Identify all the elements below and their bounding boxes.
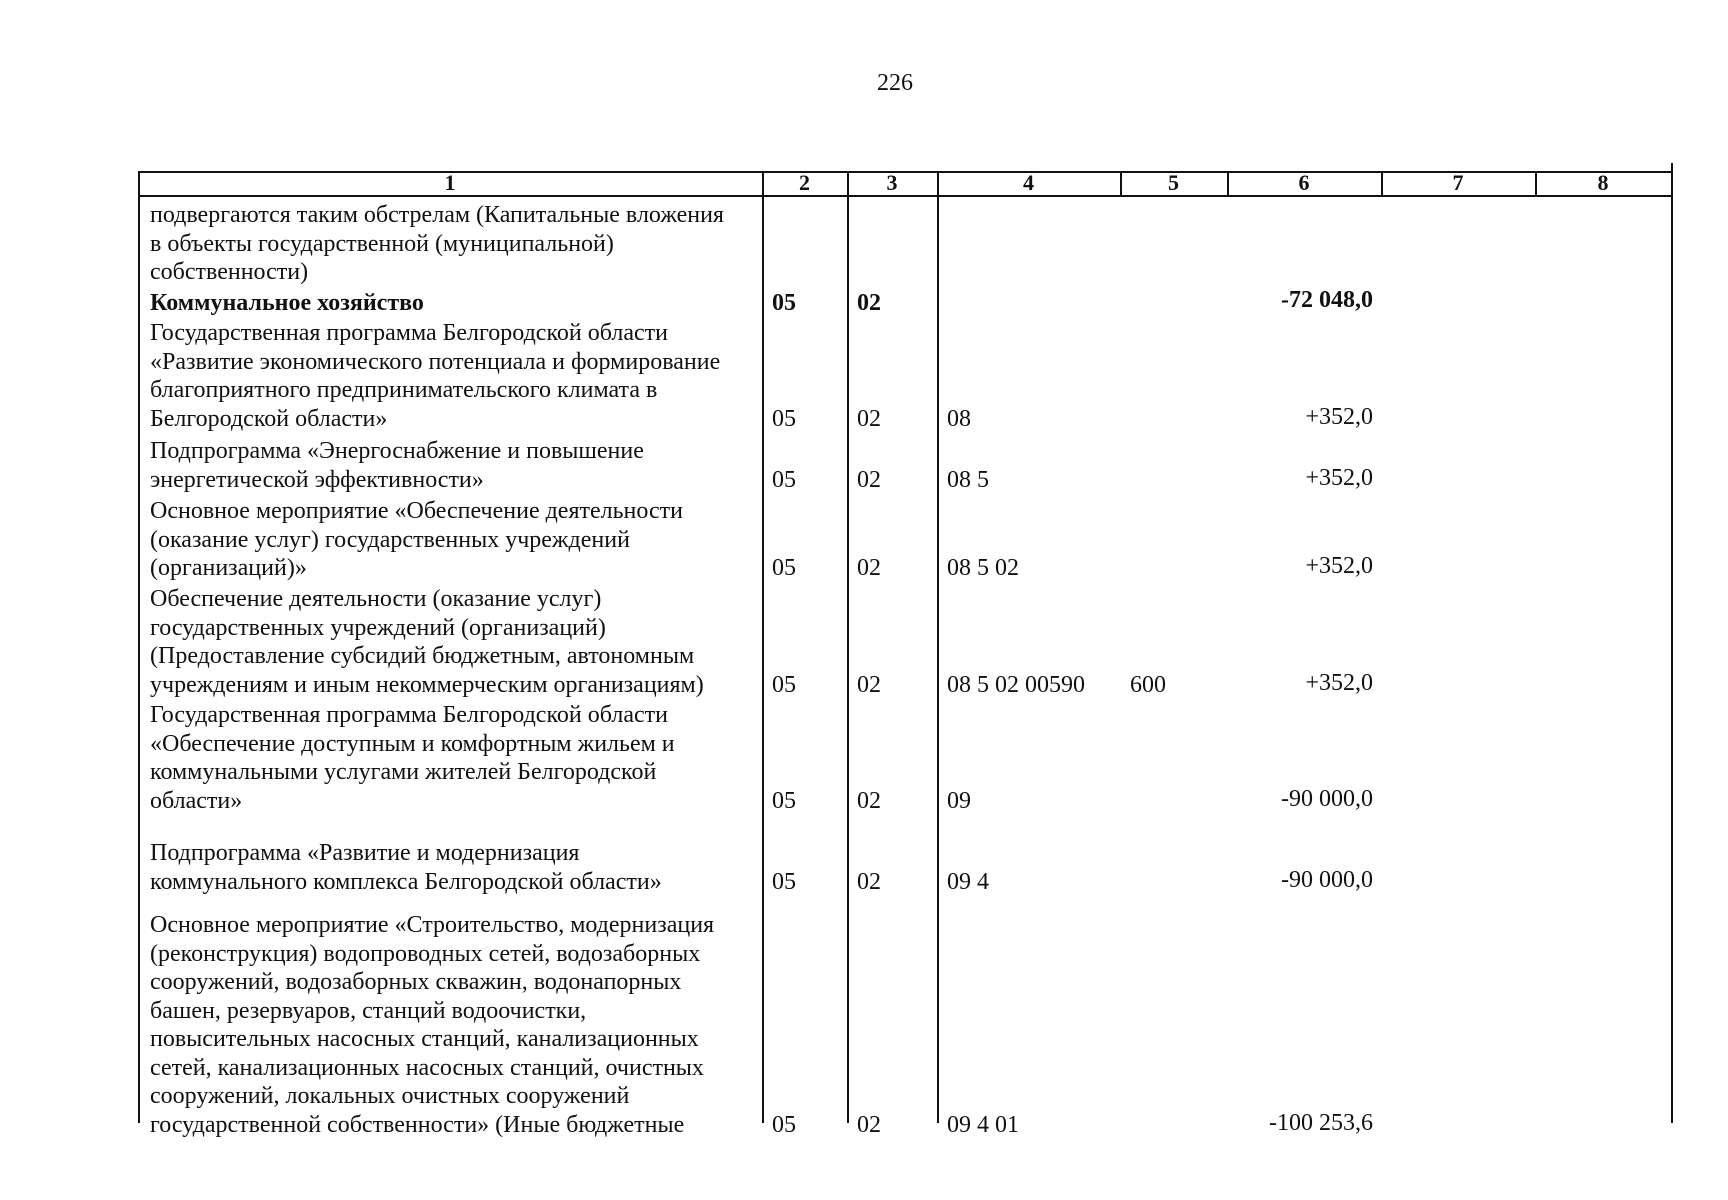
row-description	[150, 839, 760, 896]
row-description	[150, 701, 760, 815]
description-line: собственности)	[150, 259, 309, 285]
description-line: Подпрограмма «Развитие и модернизация	[150, 840, 580, 866]
cell-target-article: 09 4 01	[947, 1111, 1019, 1138]
cell-amount: +352,0	[1305, 553, 1373, 579]
cell-expense-type: 600	[1130, 671, 1166, 698]
description-line: коммунального комплекса Белгородской области»	[150, 868, 662, 895]
description-line: Обеспечение деятельности (оказание услуг)	[150, 586, 602, 612]
cell-target-article: 08 5 02 00590	[947, 671, 1085, 698]
description-line: «Развитие экономического потенциала и формирование	[150, 348, 721, 375]
cell-subsection: 02	[857, 787, 881, 814]
header-col-3: 3	[886, 170, 898, 195]
description-line: учреждениям и иным некоммерческим организациям)	[150, 671, 704, 698]
page-number: 226	[877, 70, 913, 96]
row-description	[150, 319, 760, 433]
description-line: сетей, канализационных насосных станций, очистных	[150, 1054, 704, 1081]
row-description	[150, 585, 760, 699]
description-line: Основное мероприятие «Обеспечение деятельности	[150, 498, 683, 524]
description-line: Государственная программа Белгородской области	[150, 702, 668, 728]
description-line: сооружений, водозаборных скважин, водонапорных	[150, 969, 682, 995]
header-col-1: 1	[444, 170, 456, 195]
header-col-4: 4	[1023, 170, 1034, 195]
col-border-0	[138, 171, 140, 1123]
cell-amount: -72 048,0	[1281, 287, 1373, 313]
description-line: Белгородской области»	[150, 405, 388, 432]
col-border-3	[937, 171, 939, 1123]
description-line: (Предоставление субсидий бюджетным, автономным	[150, 643, 695, 669]
cell-subsection: 02	[857, 555, 881, 581]
description-line: государственных учреждений (организаций)	[150, 614, 606, 641]
col-border-8	[1671, 163, 1673, 1123]
cell-amount: +352,0	[1305, 669, 1373, 696]
description-line: области»	[150, 787, 243, 814]
description-line: (реконструкция) водопроводных сетей, водозаборных	[150, 940, 701, 967]
cell-target-article: 09	[947, 787, 971, 814]
cell-amount: +352,0	[1305, 403, 1373, 430]
row-description	[150, 497, 760, 583]
cell-amount: -90 000,0	[1281, 866, 1373, 893]
row-description	[150, 437, 760, 494]
description-line: Государственная программа Белгородской области	[150, 320, 668, 346]
cell-section: 05	[772, 671, 796, 698]
description-line: энергетической эффективности»	[150, 466, 484, 493]
cell-section: 05	[772, 290, 796, 316]
cell-section: 05	[772, 787, 796, 814]
cell-section: 05	[772, 466, 796, 493]
cell-subsection: 02	[857, 405, 881, 432]
description-line: государственной собственности» (Иные бюджетные	[150, 1111, 685, 1138]
cell-subsection: 02	[857, 671, 881, 698]
row-description	[150, 201, 760, 287]
description-line: «Обеспечение доступным и комфортным жильем и	[150, 730, 675, 757]
cell-section: 05	[772, 868, 796, 895]
cell-subsection: 02	[857, 466, 881, 493]
description-line: Коммунальное хозяйство	[150, 290, 424, 316]
description-line: подвергаются таким обстрелам (Капитальные вложения	[150, 202, 724, 228]
description-line: Подпрограмма «Энергоснабжение и повышение	[150, 438, 644, 464]
header-col-5: 5	[1168, 170, 1179, 195]
description-line: сооружений, локальных очистных сооружений	[150, 1083, 630, 1109]
header-col-2: 2	[799, 170, 810, 195]
description-line: благоприятного предпринимательского климата в	[150, 377, 658, 403]
header-col-8: 8	[1597, 170, 1609, 195]
description-line: башен, резервуаров, станций водоочистки,	[150, 997, 587, 1024]
header-col-7: 7	[1452, 170, 1464, 195]
description-line: коммунальными услугами жителей Белгородской	[150, 759, 657, 785]
cell-target-article: 08	[947, 405, 971, 432]
cell-section: 05	[772, 1111, 796, 1138]
description-line: (организаций)»	[150, 555, 307, 581]
cell-section: 05	[772, 555, 796, 581]
cell-subsection: 02	[857, 290, 881, 316]
cell-target-article: 08 5 02	[947, 555, 1019, 581]
description-line: (оказание услуг) государственных учреждений	[150, 526, 630, 553]
cell-target-article: 08 5	[947, 466, 989, 493]
row-description	[150, 911, 760, 1139]
cell-amount: +352,0	[1305, 464, 1373, 491]
cell-amount: -100 253,6	[1269, 1109, 1373, 1136]
cell-subsection: 02	[857, 868, 881, 895]
cell-section: 05	[772, 405, 796, 432]
header-col-6: 6	[1298, 170, 1310, 195]
cell-target-article: 09 4	[947, 868, 989, 895]
description-line: в объекты государственной (муниципальной)	[150, 230, 614, 257]
col-border-1	[762, 171, 764, 1123]
description-line: повысительных насосных станций, канализационных	[150, 1026, 699, 1052]
budget-table	[138, 163, 1673, 1138]
cell-subsection: 02	[857, 1111, 881, 1138]
col-border-2	[847, 171, 849, 1123]
row-description	[150, 289, 760, 318]
description-line: Основное мероприятие «Строительство, модернизация	[150, 912, 715, 938]
cell-amount: -90 000,0	[1281, 785, 1373, 812]
